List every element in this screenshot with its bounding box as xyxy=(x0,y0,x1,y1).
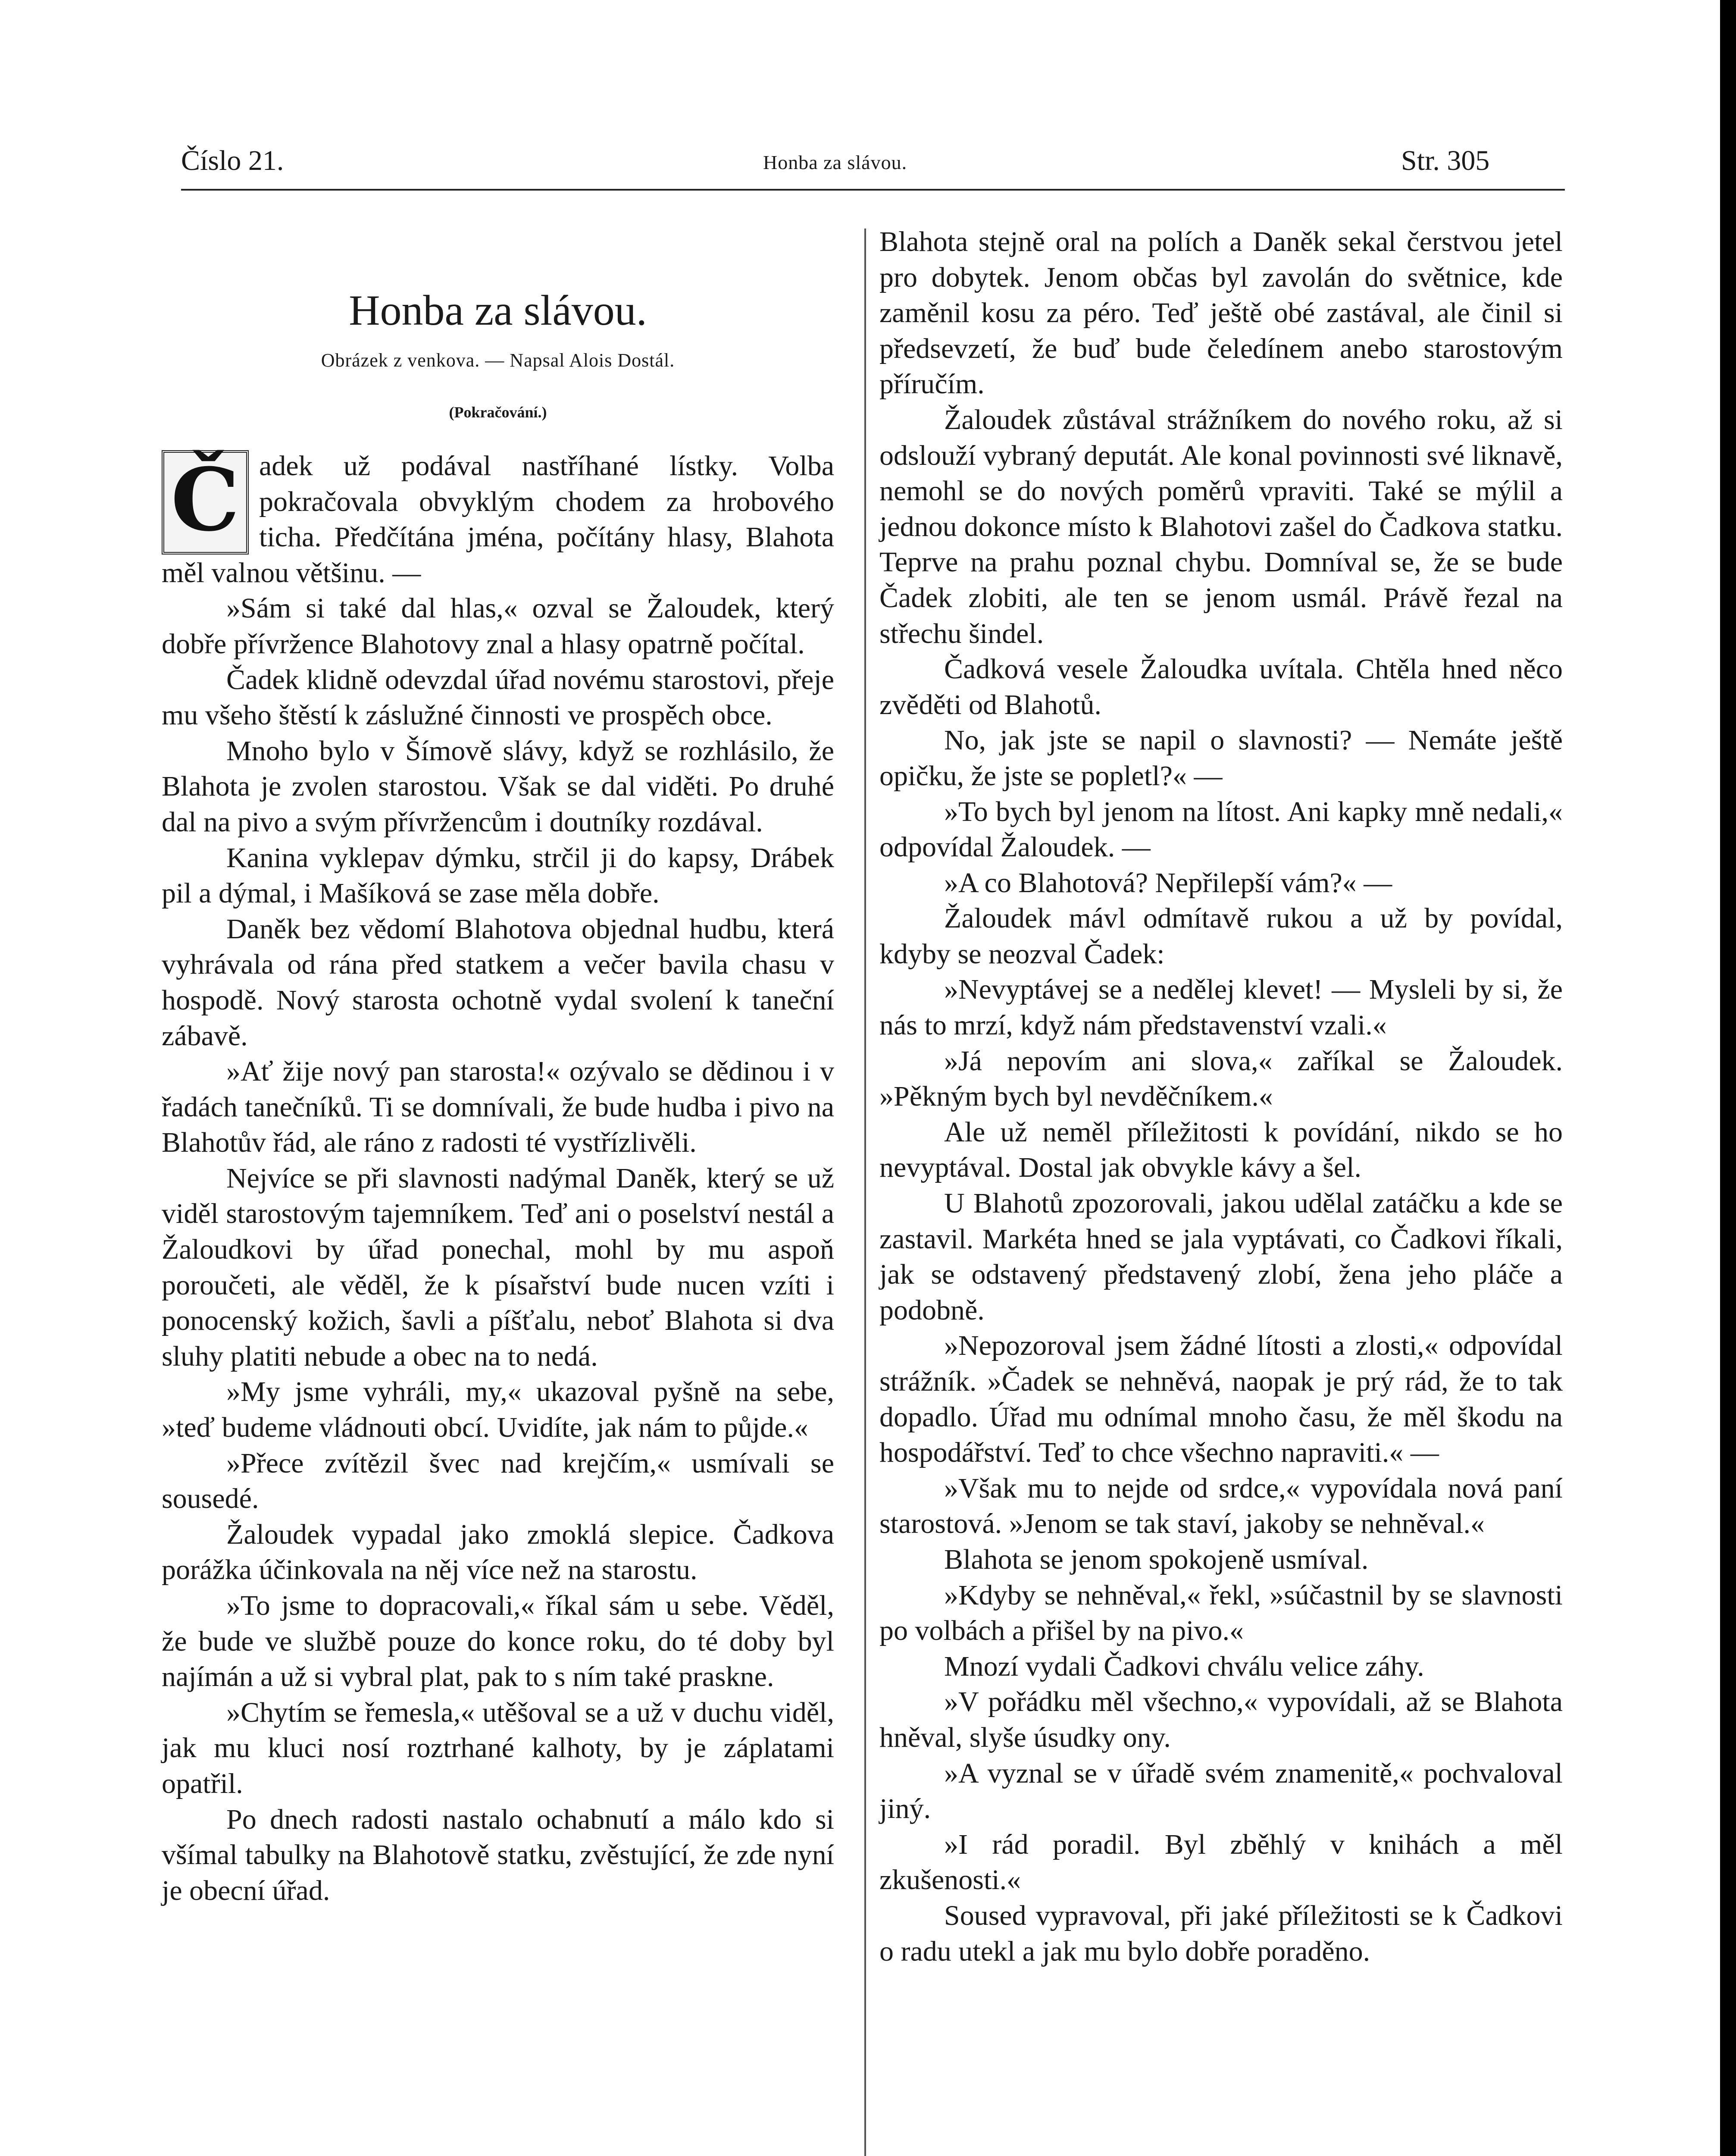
paragraph: Daněk bez vědomí Blahotova objednal hudbu, která vyhrávala od rána před statkem a večer bavila chasu v hospodě. Nový starosta ochotně vydal svolení k taneční zábavě. xyxy=(162,913,834,1052)
paragraph: »Sám si také dal hlas,« ozval se Žaloudek, který dobře přívržence Blahotovy znal a hlasy opatrně počítal. xyxy=(162,592,834,660)
paragraph: Mnozí vydali Čadkovi chválu velice záhy. xyxy=(944,1650,1424,1682)
paragraph: »A co Blahotová? Nepřilepší vám?« — xyxy=(944,867,1392,899)
ornamental-initial: Č xyxy=(162,450,249,555)
paragraph: Blahota se jenom spokojeně usmíval. xyxy=(944,1543,1369,1575)
paragraph: Čadek klidně odevzdal úřad novému starostovi, přeje mu všeho štěstí k záslužné činnosti ve prospěch obce. xyxy=(162,664,834,731)
paragraph: Ale už neměl příležitosti k povídání, nikdo se ho nevyptával. Dostal jak obvykle kávy a šel. xyxy=(879,1116,1563,1184)
paragraph: »Však mu to nejde od srdce,« vypovídala nová paní starostová. »Jenom se tak staví, jakoby se nehněval.« xyxy=(879,1472,1563,1540)
paragraph: Po dnech radosti nastalo ochabnutí a málo kdo si všímal tabulky na Blahotově statku, zvěstující, že zde nyní je obecní úřad. xyxy=(162,1803,834,1906)
paragraph: Čadková vesele Žaloudka uvítala. Chtěla hned něco zvěděti od Blahotů. xyxy=(879,653,1563,721)
column-divider xyxy=(864,229,866,2156)
paragraph: »My jsme vyhráli, my,« ukazoval pyšně na sebe, »teď budeme vládnouti obcí. Uvidíte, jak nám to půjde.« xyxy=(162,1376,834,1444)
paragraph: »I rád poradil. Byl zběhlý v knihách a měl zkušenosti.« xyxy=(879,1828,1563,1896)
paragraph: »Přece zvítězil švec nad krejčím,« usmívali se sousedé. xyxy=(162,1447,834,1515)
paragraph: »To bych byl jenom na lítost. Ani kapky mně nedali,« odpovídal Žaloudek. — xyxy=(879,796,1563,863)
article-byline: Obrázek z venkova. — Napsal Alois Dostál. xyxy=(321,350,675,371)
paragraph: »To jsme to dopracovali,« říkal sám u sebe. Věděl, že bude ve službě pouze do konce roku, do té doby byl najímán a už si vybral plat, pak to s ním také praskne. xyxy=(162,1590,834,1693)
right-column xyxy=(879,224,1563,1969)
paragraph: Žaloudek vypadal jako zmoklá slepice. Čadkova porážka účinkovala na něj více než na starostu. xyxy=(162,1518,834,1586)
paragraph: »Nepozoroval jsem žádné lítosti a zlosti,« odpovídal strážník. »Čadek se nehněvá, naopak je prý rád, že to tak dopadlo. Úřad mu odnímal mnoho času, že měl škodu na hospodářství. Teď to chce všechno napraviti.« — xyxy=(879,1330,1563,1469)
issue-number: Číslo 21. xyxy=(181,145,284,176)
paragraph: »Nevyptávej se a nedělej klevet! — Mysleli by si, že nás to mrzí, když nám představenství vzali.« xyxy=(879,974,1563,1041)
paragraph: Kanina vyklepav dýmku, strčil ji do kapsy, Drábek pil a dýmal, i Mašíková se zase měla dobře. xyxy=(162,842,834,909)
paragraph: »Já nepovím ani slova,« zaříkal se Žaloudek. »Pěkným bych byl nevděčníkem.« xyxy=(879,1045,1563,1112)
paragraph: »Kdyby se nehněval,« řekl, »súčastnil by se slavnosti po volbách a přišel by na pivo.« xyxy=(879,1579,1563,1647)
paragraph: Žaloudek mávl odmítavě rukou a už by povídal, kdyby se neozval Čadek: xyxy=(879,903,1563,970)
header-rule xyxy=(181,189,1565,191)
paragraph xyxy=(162,448,834,591)
paragraph: »A vyznal se v úřadě svém znamenitě,« pochvaloval jiný. xyxy=(879,1757,1563,1825)
paragraph-text: adek už podával nastříhané lístky. Volba pokračovala obvyklým chodem za hrobového ticha. Předčítána jména, počítány hlasy, Blahota měl valnou většinu. — xyxy=(162,450,834,589)
paragraph: Soused vypravoval, při jaké příležitosti se k Čadkovi o radu utekl a jak mu bylo dobře poraděno. xyxy=(879,1899,1563,1967)
article-title: Honba za slávou. xyxy=(349,286,647,334)
paragraph: No, jak jste se napil o slavnosti? — Nemáte ještě opičku, že jste se popletl?« — xyxy=(879,724,1563,792)
paragraph: Blahota stejně oral na polích a Daněk sekal čerstvou jetel pro dobytek. Jenom občas byl zavolán do světnice, kde zaměnil kosu za péro. Teď ještě obé zastával, ale činil si předsevzetí, že buď bude čeledínem anebo starostovým příručím. xyxy=(879,226,1563,400)
paragraph: Nejvíce se při slavnosti nadýmal Daněk, který se už viděl starostovým tajemníkem. Teď ani o poselství nestál a Žaloudkovi by úřad ponechal, mohl by mu aspoň poroučeti, ale věděl, že k písařství bude nucen vzíti i ponocenský kožich, šavli a píšťalu, neboť Blahota si dva sluhy platiti nebude a obec na to nedá. xyxy=(162,1162,834,1372)
page-number: Str. 305 xyxy=(1401,145,1490,176)
paragraph: »Ať žije nový pan starosta!« ozývalo se dědinou i v řadách tanečníků. Ti se domnívali, že bude hudba i pivo na Blahotův řád, ale ráno z radosti té vystřízlivěli. xyxy=(162,1056,834,1159)
continuation-note: (Pokračování.) xyxy=(449,404,547,421)
paragraph: »V pořádku měl všechno,« vypovídali, až se Blahota hněval, slyše úsudky ony. xyxy=(879,1686,1563,1753)
paragraph: »Chytím se řemesla,« utěšoval se a už v duchu viděl, jak mu kluci nosí roztrhané kalhoty, by je záplatami opatřil. xyxy=(162,1696,834,1799)
left-column xyxy=(162,448,834,1908)
paragraph: Mnoho bylo v Šímově slávy, když se rozhlásilo, že Blahota je zvolen starostou. Však se dal viděti. Po druhé dal na pivo a svým přívržencům i doutníky rozdával. xyxy=(162,735,834,838)
paragraph: Žaloudek zůstával strážníkem do nového roku, až si odslouží vybraný deputát. Ale konal povinnosti své liknavě, nemohl se do nových poměrů vpraviti. Také se mýlil a jednou dokonce místo k Blahotovi zašel do Čadkova statku. Teprve na prahu poznal chybu. Domníval se, že se bude Čadek zlobiti, ale ten se jenom usmál. Právě řezal na střechu šindel. xyxy=(879,404,1563,649)
paragraph: U Blahotů zpozorovali, jakou udělal zatáčku a kde se zastavil. Markéta hned se jala vyptávati, co Čadkovi říkali, jak se odstavený představený zlobí, žena jeho pláče a podobně. xyxy=(879,1188,1563,1326)
running-title: Honba za slávou. xyxy=(763,151,907,173)
